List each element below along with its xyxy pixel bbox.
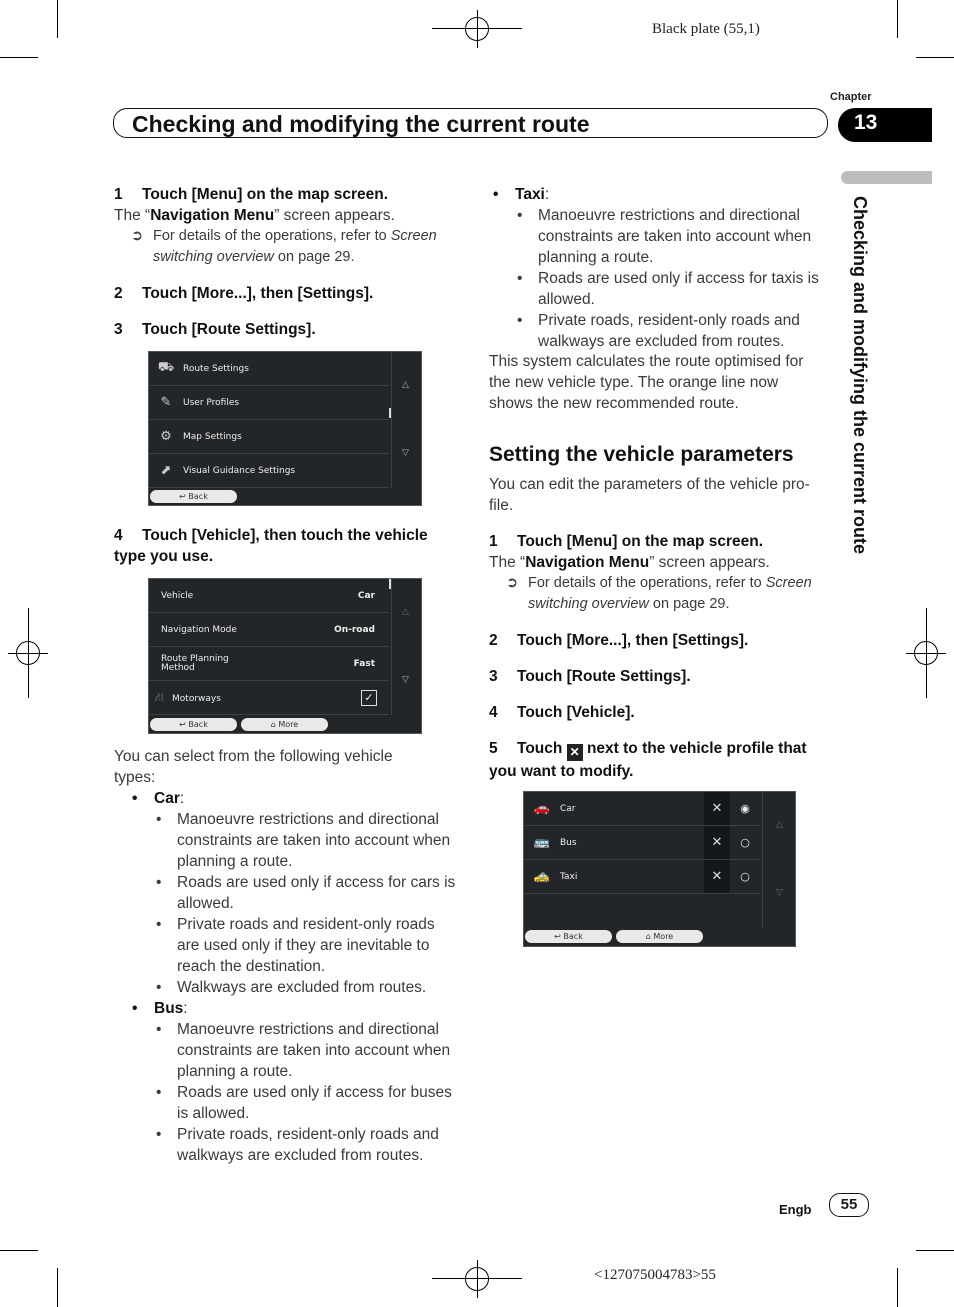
radio-selected-icon[interactable]: ◉ — [740, 802, 750, 815]
motorways-checkbox[interactable]: ✓ — [361, 690, 377, 706]
side-title: Checking and modifying the current route — [850, 196, 870, 555]
back-icon: ↩ — [179, 720, 189, 729]
arrow-icon: ➲ — [131, 228, 144, 244]
registration-mark — [465, 1267, 489, 1291]
map-settings-icon: ⚙ — [160, 429, 172, 444]
section-intro: You can edit the parameters of the vehicle pro- file. — [489, 476, 810, 514]
scroll-divider — [762, 792, 763, 928]
step-1: 1 Touch [Menu] on the map screen. — [114, 186, 389, 203]
scroll-down-icon[interactable]: ▽ — [402, 448, 409, 458]
scroll-divider — [391, 352, 392, 488]
step-3: 3 Touch [Route Settings]. — [489, 668, 691, 685]
motorway-icon: ⛙ — [155, 689, 164, 704]
section-heading: Setting the vehicle parameters — [489, 443, 794, 466]
step-1: 1 Touch [Menu] on the map screen. — [489, 533, 764, 550]
step-4: 4 Touch [Vehicle]. — [489, 704, 635, 721]
document-code: <127075004783>55 — [594, 1267, 716, 1283]
page-number: 55 — [840, 1196, 858, 1213]
profile-row-bus[interactable]: 🚌 Bus ✕ ○ — [524, 826, 760, 860]
registration-mark — [914, 641, 938, 665]
tools-icon[interactable]: ✕ — [704, 826, 730, 859]
arrow-icon: ➲ — [506, 575, 519, 591]
scroll-up-icon[interactable]: △ — [402, 607, 409, 617]
chapter-number-badge — [838, 108, 932, 142]
scrollbar[interactable] — [389, 408, 391, 418]
vehicle-profiles-screenshot — [523, 791, 796, 947]
scrollbar[interactable] — [389, 579, 391, 589]
car-icon: 🚗 — [533, 801, 551, 816]
language-label: Engb — [779, 1202, 812, 1217]
note-2: ➲ For details of the operations, refer to Screen switching overview on page 29. — [506, 575, 812, 612]
tools-icon[interactable]: ✕ — [704, 792, 730, 825]
route-paragraph: This system calculates the route optimised for the new vehicle type. The orange line now shows the new recommended route. — [489, 353, 804, 412]
crop-mark — [57, 0, 58, 38]
tools-icon[interactable]: ✕ — [704, 860, 730, 893]
menu-row-route-settings[interactable]: ⛟ Route Settings — [149, 352, 389, 386]
step-2: 2 Touch [More...], then [Settings]. — [489, 632, 749, 649]
note-1: ➲ For details of the operations, refer to Screen switching overview on page 29. — [131, 228, 437, 265]
step-4: 4 Touch [Vehicle], then touch the vehicle type you use. — [114, 527, 428, 565]
menu-row-visual-guidance[interactable]: ⬈ Visual Guidance Settings — [149, 454, 389, 488]
vehicle-type-list — [114, 788, 464, 1166]
plate-label: Black plate (55,1) — [652, 21, 760, 37]
taxi-icon: 🚕 — [533, 869, 551, 884]
chapter-label: Chapter — [830, 91, 872, 103]
profile-row-taxi[interactable]: 🚕 Taxi ✕ ○ — [524, 860, 760, 894]
step-3: 3 Touch [Route Settings]. — [114, 321, 316, 338]
back-button[interactable]: ↩ Back — [150, 718, 237, 731]
page-number-badge — [829, 1193, 869, 1217]
bus-icon: 🚌 — [533, 835, 551, 850]
more-button[interactable]: ⌂ More — [616, 930, 703, 943]
menu-row-map-settings[interactable]: ⚙ Map Settings — [149, 420, 389, 454]
step-1-body: The “Navigation Menu” screen appears. — [114, 207, 395, 224]
vehicle-row[interactable]: Vehicle Car — [149, 579, 389, 613]
scroll-divider — [391, 579, 392, 715]
registration-mark — [465, 17, 489, 41]
navigation-mode-value: On-road — [334, 624, 375, 635]
back-icon: ↩ — [179, 492, 189, 501]
step-2: 2 Touch [More...], then [Settings]. — [114, 285, 374, 302]
profile-row-car[interactable]: 🚗 Car ✕ ◉ — [524, 792, 760, 826]
chapter-number: 13 — [854, 111, 878, 134]
crop-mark — [57, 1268, 58, 1307]
crop-mark — [0, 1250, 38, 1251]
visual-guidance-icon: ⬈ — [160, 463, 172, 478]
scroll-down-icon[interactable]: ▽ — [776, 888, 783, 898]
back-button[interactable]: ↩ Back — [525, 930, 612, 943]
scroll-down-icon[interactable]: ▽ — [402, 675, 409, 685]
back-icon: ↩ — [554, 932, 564, 941]
crop-mark — [916, 1250, 954, 1251]
settings-screenshot — [148, 351, 422, 506]
vehicle-type-taxi-list — [489, 184, 839, 352]
navigation-mode-row[interactable]: Navigation Mode On-road — [149, 613, 389, 647]
scroll-up-icon[interactable]: △ — [402, 380, 409, 390]
vehicle-screenshot — [148, 578, 422, 734]
more-button[interactable]: ⌂ More — [241, 718, 328, 731]
more-icon: ⌂ — [270, 720, 279, 729]
step-1-body: The “Navigation Menu” screen appears. — [489, 554, 770, 571]
crop-mark — [897, 1268, 898, 1307]
route-settings-icon: ⛟ — [157, 360, 175, 375]
motorways-row[interactable]: ⛙ Motorways ✓ — [149, 681, 389, 715]
crop-mark — [0, 57, 38, 58]
radio-icon[interactable]: ○ — [740, 836, 750, 849]
scroll-up-icon[interactable]: △ — [776, 820, 783, 830]
more-icon: ⌂ — [645, 932, 654, 941]
registration-mark — [16, 641, 40, 665]
route-planning-value: Fast — [353, 658, 375, 669]
crop-mark — [897, 0, 898, 38]
chapter-title: Checking and modifying the current route — [132, 111, 590, 137]
tools-icon: ✕ — [567, 744, 583, 761]
route-planning-row[interactable]: Route Planning Method Fast — [149, 647, 389, 681]
side-tab-bar — [841, 171, 932, 184]
vehicle-types-intro: You can select from the following vehicle types: — [114, 748, 393, 786]
step-5: 5 Touch ✕ next to the vehicle profile that you want to modify. — [489, 740, 807, 780]
crop-mark — [916, 57, 954, 58]
vehicle-value: Car — [357, 590, 375, 601]
radio-icon[interactable]: ○ — [740, 870, 750, 883]
back-button[interactable]: ↩ Back — [150, 490, 237, 503]
vehicle-type-bus: • Bus: • Manoeuvre restrictions and directional constraints are taken into account when planning a route. • Roads are used only if access for buses is allowed. • Private roads, resident-only roads and walkways are excluded from routes. — [114, 998, 464, 1166]
vehicle-type-taxi: • Taxi: • Manoeuvre restrictions and directional constraints are taken into account when planning a route. • Roads are used only if access for taxis is allowed. • Private roads, resident-only roads and walkways are excluded from routes. — [475, 184, 839, 352]
menu-row-user-profiles[interactable]: ✎ User Profiles — [149, 386, 389, 420]
vehicle-type-car: • Car: • Manoeuvre restrictions and directional constraints are taken into account when planning a route. • Roads are used only if access for cars is allowed. • Private roads and resident-only roads are used only if they are inevitable to reach the destination. • Walkways are excluded from routes. — [114, 788, 464, 998]
user-profiles-icon: ✎ — [160, 395, 172, 410]
